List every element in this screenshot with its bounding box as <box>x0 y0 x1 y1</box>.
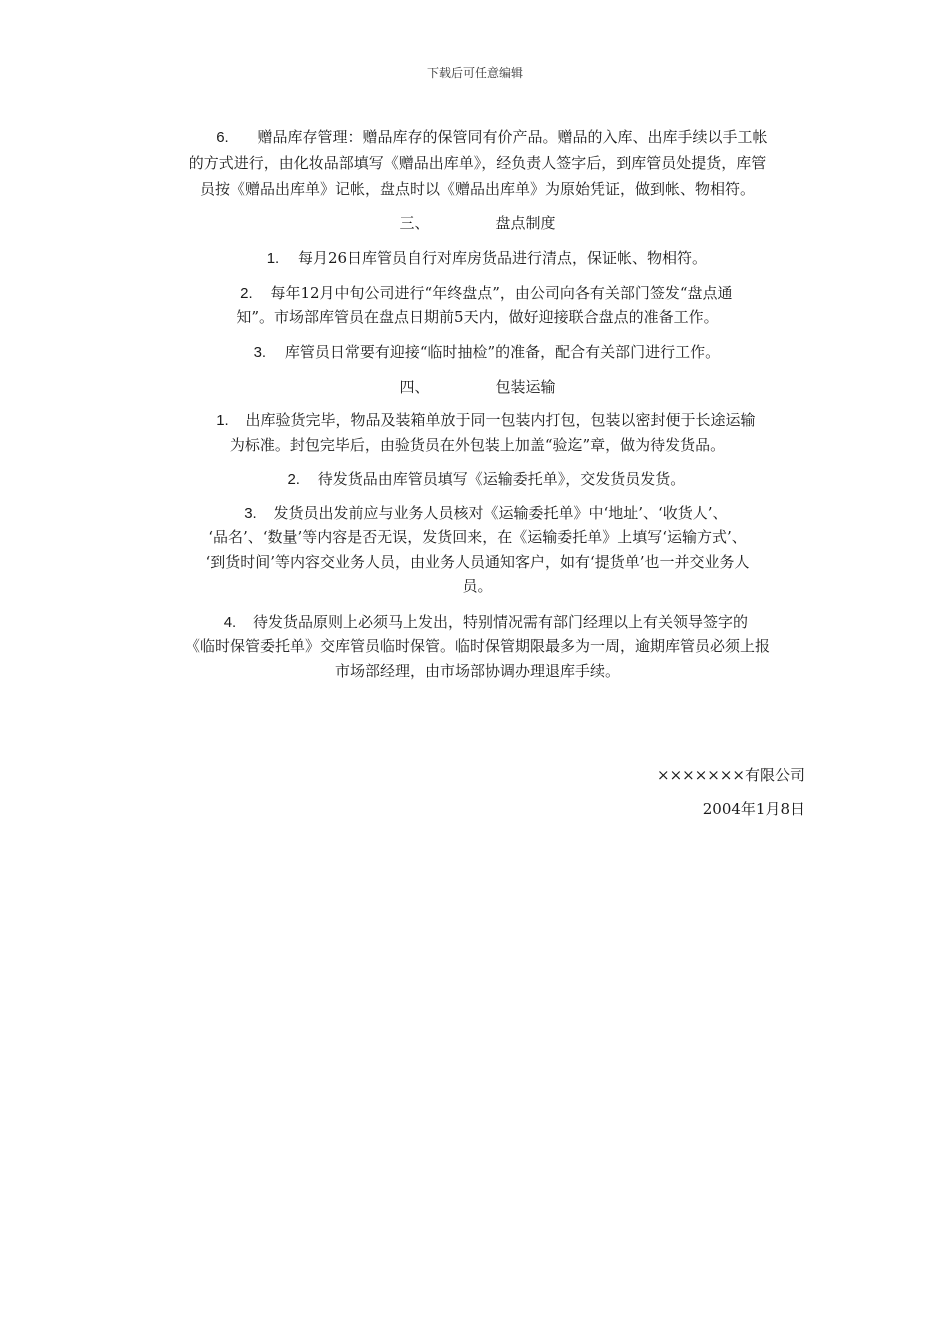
inventory-item-2-line-2: 知”。市场部库管员在盘点日期前5天内，做好迎接联合盘点的准备工作。 <box>236 308 719 326</box>
item-number: 3. <box>244 505 257 522</box>
item-number: 1. <box>216 412 229 429</box>
packaging-item-4-line-3: 市场部经理，由市场部协调办理退库手续。 <box>334 662 620 680</box>
item-text: 赠品库存管理：赠品库存的保管同有价产品。赠品的入库、出库手续以手工帐 <box>257 128 768 146</box>
inventory-item-1 <box>150 248 805 269</box>
section-number: 三、 <box>399 214 430 232</box>
item-number: 3. <box>253 344 267 361</box>
packaging-item-1-line-2: 为标准。封包完毕后，由验货员在外包装上加盖“验迄”章，做为待发货品。 <box>229 436 726 454</box>
section-heading-3 <box>150 213 805 233</box>
section-title: 盘点制度 <box>495 214 556 232</box>
packaging-item-1-line-1 <box>150 410 805 431</box>
item-number: 1. <box>266 250 280 267</box>
inventory-item-2-line-1 <box>150 283 805 304</box>
packaging-item-4-line-1 <box>150 612 805 633</box>
item-number: 4. <box>223 614 237 631</box>
packaging-item-3-line-2: ‘品名’、‘数量’等内容是否无误，发货回来，在《运输委托单》上填写‘运输方式’、 <box>208 528 747 546</box>
section-number: 四、 <box>399 378 430 396</box>
packaging-item-2 <box>150 469 805 490</box>
item-6-line-3: 员按《赠品出库单》记帐，盘点时以《赠品出库单》为原始凭证，做到帐、物相符。 <box>199 180 755 198</box>
item-text: 每月26日库管员自行对库房货品进行清点，保证帐、物相符。 <box>297 249 708 267</box>
packaging-item-4-line-2: 《临时保管委托单》交库管员临时保管。临时保管期限最多为一周，逾期库管员必须上报 <box>184 637 770 655</box>
item-6-line-1 <box>150 127 805 148</box>
item-text: 待发货品原则上必须马上发出，特别情况需有部门经理以上有关领导签字的 <box>252 613 748 631</box>
section-title: 包装运输 <box>495 378 556 396</box>
item-text: 出库验货完毕，物品及装箱单放于同一包装内打包，包装以密封便于长途运输 <box>245 411 756 429</box>
packaging-item-3-line-4: 员。 <box>462 577 493 595</box>
item-number: 2. <box>240 285 253 302</box>
item-text: 库管员日常要有迎接“临时抽检”的准备，配合有关部门进行工作。 <box>284 343 721 361</box>
item-number: 2. <box>287 471 300 488</box>
item-text: 发货员出发前应与业务人员核对《运输委托单》中‘地址’、‘收货人’、 <box>273 504 728 522</box>
signature-company: ×××××××有限公司 <box>657 766 805 784</box>
packaging-item-3-line-1 <box>150 503 805 524</box>
item-text: 每年12月中旬公司进行“年终盘点”，由公司向各有关部门签发“盘点通 <box>270 284 733 302</box>
inventory-item-3 <box>150 342 805 363</box>
section-heading-4 <box>150 377 805 397</box>
item-number: 6. <box>216 129 229 146</box>
packaging-item-3-line-3: ‘到货时间’等内容交业务人员，由业务人员通知客户，如有‘提货单’也一并交业务人 <box>205 553 750 571</box>
item-6-line-2: 的方式进行，由化妆品部填写《赠品出库单》，经负责人签字后，到库管员处提货，库管 <box>188 154 767 172</box>
item-text: 待发货品由库管员填写《运输委托单》，交发货员发货。 <box>317 470 686 488</box>
signature-date: 2004年1月8日 <box>702 800 805 818</box>
page-header: 下载后可任意编辑 <box>426 66 523 80</box>
